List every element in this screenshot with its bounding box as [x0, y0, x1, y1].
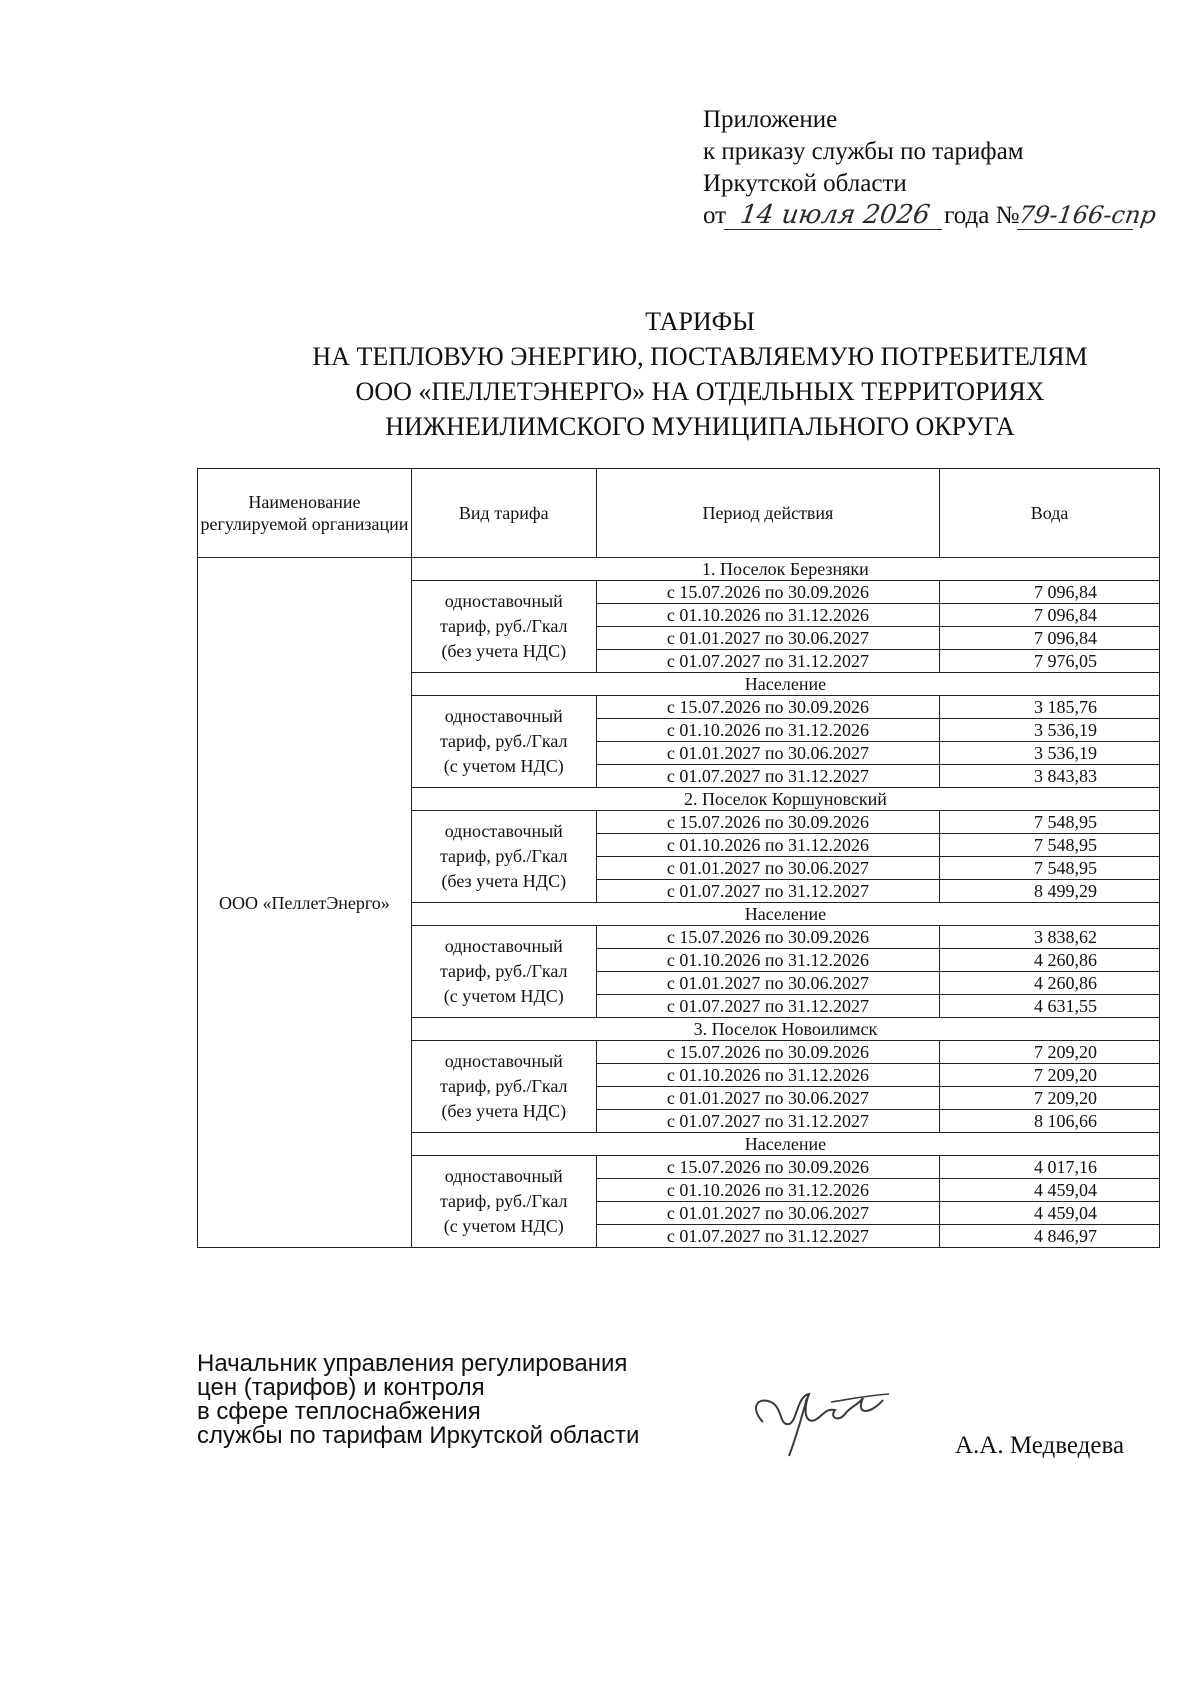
period-cell: с 01.10.2026 по 31.12.2026 [596, 1179, 939, 1202]
tariff-value-cell: 7 096,84 [940, 627, 1160, 650]
document-title [200, 304, 1200, 444]
tariff-value-cell: 8 499,29 [940, 880, 1160, 903]
tariff-value-cell: 4 846,97 [940, 1225, 1160, 1248]
header-water: Вода [940, 469, 1160, 558]
tariff-kind-line: тариф, руб./Гкал [439, 1076, 568, 1096]
section-title: 2. Поселок Коршуновский [411, 788, 1159, 811]
appendix-line-2: к приказу службы по тарифам [703, 138, 1024, 165]
period-cell: с 01.07.2027 по 31.12.2027 [596, 1110, 939, 1133]
tariff-value-cell: 3 843,83 [940, 765, 1160, 788]
tariff-kind [411, 696, 596, 788]
tariff-kind-line: одноставочный [444, 591, 563, 611]
signer-position [197, 1352, 639, 1448]
tariff-kind-line: одноставочный [444, 1166, 563, 1186]
appendix-block [703, 104, 1159, 232]
tariff-value-cell: 8 106,66 [940, 1110, 1160, 1133]
population-subtitle: Население [411, 1133, 1159, 1156]
tariff-kind-line: тариф, руб./Гкал [439, 1191, 568, 1211]
period-cell: с 01.10.2026 по 31.12.2026 [596, 604, 939, 627]
period-cell: с 01.01.2027 по 30.06.2027 [596, 742, 939, 765]
period-cell: с 01.01.2027 по 30.06.2027 [596, 972, 939, 995]
period-cell: с 01.07.2027 по 31.12.2027 [596, 1225, 939, 1248]
tariff-value-cell: 7 209,20 [940, 1087, 1160, 1110]
header-org: Наименование регулируемой организации [198, 469, 412, 558]
header-period: Период действия [596, 469, 939, 558]
section-title: 3. Поселок Новоилимск [411, 1018, 1159, 1041]
period-cell: с 15.07.2026 по 30.09.2026 [596, 696, 939, 719]
tariff-kind-line: одноставочный [444, 706, 563, 726]
handwritten-date: 14 июля 2026 [724, 201, 946, 230]
tariff-kind-line: одноставочный [444, 821, 563, 841]
tariff-value-cell: 7 096,84 [940, 581, 1160, 604]
tariff-kind [411, 811, 596, 903]
tariff-kind-line: (без учета НДС) [441, 1101, 567, 1121]
title-line-3: ООО «ПЕЛЛЕТЭНЕРГО» НА ОТДЕЛЬНЫХ ТЕРРИТОРИЯХ [355, 377, 1045, 406]
tariff-kind [411, 1041, 596, 1133]
tariff-kind [411, 1156, 596, 1248]
period-cell: с 01.01.2027 по 30.06.2027 [596, 857, 939, 880]
appendix-line-3: Иркутской области [703, 170, 907, 197]
title-line-4: НИЖНЕИЛИМСКОГО МУНИЦИПАЛЬНОГО ОКРУГА [385, 412, 1015, 441]
appendix-line-1: Приложение [703, 106, 838, 133]
tariff-kind-line: тариф, руб./Гкал [439, 846, 568, 866]
period-cell: с 01.07.2027 по 31.12.2027 [596, 765, 939, 788]
signer-line-3: в сфере теплоснабжения [197, 1398, 481, 1425]
handwritten-signature [745, 1380, 895, 1460]
tariff-value-cell: 7 976,05 [940, 650, 1160, 673]
period-cell: с 15.07.2026 по 30.09.2026 [596, 926, 939, 949]
tariff-kind-line: одноставочный [444, 936, 563, 956]
tariff-kind [411, 581, 596, 673]
organization-name: ООО «ПеллетЭнерго» [198, 558, 412, 1248]
tariff-value-cell: 7 209,20 [940, 1064, 1160, 1087]
period-cell: с 01.07.2027 по 31.12.2027 [596, 880, 939, 903]
tariff-value-cell: 4 459,04 [940, 1202, 1160, 1225]
period-cell: с 15.07.2026 по 30.09.2026 [596, 811, 939, 834]
population-subtitle: Население [411, 903, 1159, 926]
tariff-value-cell: 7 548,95 [940, 857, 1160, 880]
tariff-kind-line: тариф, руб./Гкал [439, 731, 568, 751]
tariff-value-cell: 7 096,84 [940, 604, 1160, 627]
tariff-kind-line: (без учета НДС) [441, 641, 567, 661]
period-cell: с 15.07.2026 по 30.09.2026 [596, 581, 939, 604]
title-line-2: НА ТЕПЛОВУЮ ЭНЕРГИЮ, ПОСТАВЛЯЕМУЮ ПОТРЕБИТЕЛЯМ [312, 342, 1088, 371]
signer-line-1: Начальник управления регулирования [197, 1350, 628, 1377]
title-line-1: ТАРИФЫ [645, 307, 755, 336]
tariff-value-cell: 4 260,86 [940, 949, 1160, 972]
tariff-kind-line: одноставочный [444, 1051, 563, 1071]
period-cell: с 01.10.2026 по 31.12.2026 [596, 719, 939, 742]
tariff-value-cell: 3 536,19 [940, 719, 1160, 742]
tariff-kind [411, 926, 596, 1018]
period-cell: с 01.07.2027 по 31.12.2027 [596, 995, 939, 1018]
tariff-kind-line: тариф, руб./Гкал [439, 961, 568, 981]
period-cell: с 01.01.2027 по 30.06.2027 [596, 1087, 939, 1110]
tariff-value-cell: 4 260,86 [940, 972, 1160, 995]
signer-line-2: цен (тарифов) и контроля [197, 1374, 485, 1401]
tariff-value-cell: 7 209,20 [940, 1041, 1160, 1064]
tariff-value-cell: 3 838,62 [940, 926, 1160, 949]
tariff-value-cell: 4 017,16 [940, 1156, 1160, 1179]
population-subtitle: Население [411, 673, 1159, 696]
from-label: от [703, 202, 727, 229]
tariff-kind-line: тариф, руб./Гкал [439, 616, 568, 636]
signer-name: А.А. Медведева [955, 1432, 1125, 1459]
period-cell: с 01.10.2026 по 31.12.2026 [596, 1064, 939, 1087]
handwritten-order-number: 79-166-спр [1017, 201, 1159, 229]
tariff-value-cell: 4 631,55 [940, 995, 1160, 1018]
period-cell: с 01.01.2027 по 30.06.2027 [596, 627, 939, 650]
appendix-order-line [703, 200, 1159, 232]
tariff-value-cell: 7 548,95 [940, 811, 1160, 834]
period-cell: с 01.10.2026 по 31.12.2026 [596, 949, 939, 972]
tariff-value-cell: 3 536,19 [940, 742, 1160, 765]
period-cell: с 01.10.2026 по 31.12.2026 [596, 834, 939, 857]
tariffs-table [197, 468, 1160, 1248]
tariff-value-cell: 7 548,95 [940, 834, 1160, 857]
year-number-label: года № [944, 202, 1020, 229]
period-cell: с 01.01.2027 по 30.06.2027 [596, 1202, 939, 1225]
tariff-value-cell: 3 185,76 [940, 696, 1160, 719]
section-title: 1. Поселок Березняки [411, 558, 1159, 581]
tariff-kind-line: (без учета НДС) [441, 871, 567, 891]
header-kind: Вид тарифа [411, 469, 596, 558]
tariff-value-cell: 4 459,04 [940, 1179, 1160, 1202]
tariff-kind-line: (с учетом НДС) [443, 1216, 564, 1236]
period-cell: с 15.07.2026 по 30.09.2026 [596, 1041, 939, 1064]
section-title-row [198, 558, 1160, 581]
signer-line-4: службы по тарифам Иркутской области [197, 1422, 640, 1449]
tariff-kind-line: (с учетом НДС) [443, 986, 564, 1006]
table-header-row [198, 469, 1160, 558]
period-cell: с 15.07.2026 по 30.09.2026 [596, 1156, 939, 1179]
tariff-kind-line: (с учетом НДС) [443, 756, 564, 776]
period-cell: с 01.07.2027 по 31.12.2027 [596, 650, 939, 673]
